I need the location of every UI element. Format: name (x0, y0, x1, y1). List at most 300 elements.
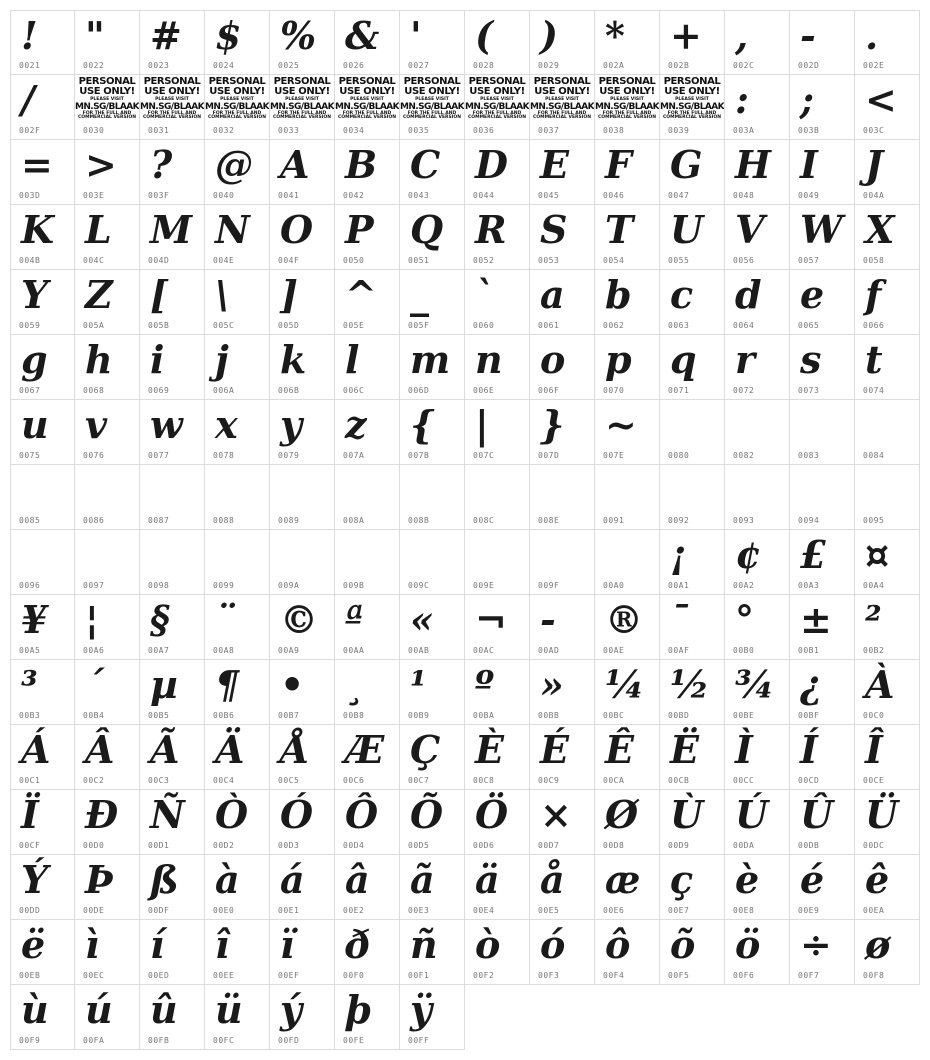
glyph-code: 00E4 (473, 906, 495, 915)
glyph-char: Ê (605, 727, 634, 772)
glyph-cell (790, 660, 855, 725)
glyph-char: É (540, 727, 569, 772)
glyph-char: Ü (865, 792, 899, 837)
notice-line: COMMERCIAL VERSION (272, 115, 332, 120)
glyph-code: 00D2 (213, 841, 235, 850)
glyph-code: 0034 (343, 126, 365, 135)
glyph-cell (335, 335, 400, 400)
glyph-code: 00B4 (83, 711, 105, 720)
glyph-code: 00A5 (19, 646, 41, 655)
glyph-char: © (280, 597, 318, 642)
glyph-char: ° (735, 597, 754, 642)
glyph-cell (660, 400, 725, 465)
glyph-char: « (410, 597, 434, 642)
glyph-code: 00DB (798, 841, 820, 850)
glyph-char: ¤ (865, 532, 890, 577)
glyph-cell (335, 270, 400, 335)
glyph-cell (595, 140, 660, 205)
notice-line: FOR THE FULL AND (212, 110, 262, 116)
glyph-cell (75, 985, 140, 1050)
glyph-cell (595, 595, 660, 660)
glyph-cell (790, 920, 855, 985)
glyph-char: Û (800, 792, 834, 837)
glyph-char: Đ (85, 792, 119, 837)
glyph-cell (855, 400, 920, 465)
glyph-code: 0072 (733, 386, 755, 395)
glyph-cell (270, 725, 335, 790)
glyph-char: t (865, 337, 883, 382)
glyph-cell (75, 400, 140, 465)
glyph-cell (10, 920, 75, 985)
notice-line: MN.SG/BLAAK (205, 101, 269, 112)
glyph-char: Ö (475, 792, 509, 837)
glyph-char: ß (150, 857, 179, 902)
glyph-code: 00B9 (408, 711, 430, 720)
glyph-code: 00CB (668, 776, 690, 785)
glyph-cell (205, 790, 270, 855)
glyph-code: 0057 (798, 256, 820, 265)
glyph-cell (10, 140, 75, 205)
personal-use-notice (467, 77, 527, 121)
glyph-cell (270, 920, 335, 985)
glyph-cell (75, 465, 140, 530)
glyph-code: 0026 (343, 61, 365, 70)
glyph-cell (790, 10, 855, 75)
glyph-cell (270, 140, 335, 205)
glyph-code: 00F4 (603, 971, 625, 980)
glyph-char: r (735, 337, 756, 382)
glyph-cell (400, 530, 465, 595)
glyph-code: 0024 (213, 61, 235, 70)
glyph-char: í (150, 922, 165, 967)
glyph-code: 0063 (668, 321, 690, 330)
glyph-char: Á (21, 727, 51, 772)
glyph-code: 009F (538, 581, 560, 590)
glyph-cell (140, 985, 205, 1050)
glyph-code: 0021 (19, 61, 41, 70)
glyph-code: 0099 (213, 581, 235, 590)
notice-line: USE ONLY! (339, 86, 395, 97)
glyph-cell (855, 790, 920, 855)
glyph-code: 0047 (668, 191, 690, 200)
glyph-code: 009E (473, 581, 495, 590)
glyph-cell (595, 725, 660, 790)
glyph-cell (205, 595, 270, 660)
glyph-cell (530, 205, 595, 270)
glyph-cell (530, 140, 595, 205)
glyph-char: á (280, 857, 305, 902)
glyph-code: 0056 (733, 256, 755, 265)
glyph-char: Ô (345, 792, 379, 837)
glyph-code: 00EF (278, 971, 300, 980)
glyph-code: 00FA (83, 1036, 105, 1045)
glyph-cell (205, 985, 270, 1050)
notice-line: MN.SG/BLAAK (270, 101, 334, 112)
glyph-cell (205, 10, 270, 75)
glyph-code: 0032 (213, 126, 235, 135)
glyph-cell (790, 855, 855, 920)
glyph-code: 0046 (603, 191, 625, 200)
glyph-cell (725, 595, 790, 660)
notice-line: COMMERCIAL VERSION (142, 115, 202, 120)
glyph-cell (75, 10, 140, 75)
glyph-cell (660, 595, 725, 660)
glyph-char: Ç (410, 727, 441, 772)
glyph-char: ô (605, 922, 631, 967)
notice-line: MN.SG/BLAAK (140, 101, 204, 112)
glyph-cell (10, 335, 75, 400)
glyph-cell (660, 530, 725, 595)
glyph-cell (400, 660, 465, 725)
notice-line: USE ONLY! (404, 86, 460, 97)
glyph-code: 0050 (343, 256, 365, 265)
notice-line: USE ONLY! (664, 86, 720, 97)
notice-line: MN.SG/BLAAK (660, 101, 724, 112)
glyph-cell (335, 660, 400, 725)
glyph-code: 00EB (19, 971, 41, 980)
glyph-char: i (150, 337, 165, 382)
glyph-cell (335, 920, 400, 985)
glyph-cell (465, 725, 530, 790)
glyph-code: 0075 (19, 451, 41, 460)
glyph-cell (530, 855, 595, 920)
glyph-char: B (345, 142, 378, 187)
glyph-code: 005B (148, 321, 170, 330)
glyph-code: 009C (408, 581, 430, 590)
glyph-cell (465, 920, 530, 985)
glyph-char: Ã (150, 727, 180, 772)
glyph-char: w (150, 402, 183, 447)
glyph-cell (725, 400, 790, 465)
glyph-char: N (215, 207, 250, 252)
glyph-cell (595, 660, 660, 725)
glyph-cell (75, 530, 140, 595)
glyph-code: 0082 (733, 451, 755, 460)
glyph-cell (400, 725, 465, 790)
glyph-cell (530, 660, 595, 725)
glyph-code: 00C0 (863, 711, 885, 720)
glyph-code: 00FB (148, 1036, 170, 1045)
glyph-char: b (605, 272, 632, 317)
glyph-code: 0089 (278, 516, 300, 525)
glyph-code: 0061 (538, 321, 560, 330)
glyph-char: ø (865, 922, 891, 967)
glyph-cell (205, 465, 270, 530)
personal-use-notice (142, 77, 202, 121)
glyph-char: ; (800, 77, 815, 122)
glyph-char: Ó (280, 792, 314, 837)
notice-line: MN.SG/BLAAK (335, 101, 399, 112)
glyph-char: q (670, 337, 697, 382)
glyph-code: 005C (213, 321, 235, 330)
glyph-cell (660, 725, 725, 790)
glyph-code: 00B1 (798, 646, 820, 655)
glyph-code: 00D8 (603, 841, 625, 850)
glyph-cell (10, 790, 75, 855)
notice-line: FOR THE FULL AND (277, 110, 327, 116)
glyph-char: ! (21, 13, 38, 58)
glyph-code: 0077 (148, 451, 170, 460)
notice-line: PERSONAL (273, 76, 331, 87)
glyph-cell (205, 335, 270, 400)
glyph-char: o (540, 337, 566, 382)
glyph-cell (855, 855, 920, 920)
glyph-code: 0067 (19, 386, 41, 395)
glyph-cell (725, 75, 790, 140)
notice-line: MN.SG/BLAAK (75, 101, 139, 112)
glyph-cell (10, 725, 75, 790)
glyph-code: 00FD (278, 1036, 300, 1045)
glyph-code: 00A3 (798, 581, 820, 590)
glyph-cell (75, 270, 140, 335)
glyph-code: 0043 (408, 191, 430, 200)
glyph-char: p (605, 337, 632, 382)
glyph-code: 007E (603, 451, 625, 460)
glyph-cell (140, 75, 205, 140)
glyph-cell (335, 790, 400, 855)
glyph-cell (855, 595, 920, 660)
glyph-code: 00AD (538, 646, 560, 655)
glyph-code: 00CD (798, 776, 820, 785)
glyph-cell (660, 140, 725, 205)
glyph-char: @ (215, 142, 253, 187)
glyph-char: È (475, 727, 504, 772)
glyph-code: 0066 (863, 321, 885, 330)
glyph-char: a (540, 272, 565, 317)
glyph-code: 00BD (668, 711, 690, 720)
glyph-cell (595, 270, 660, 335)
glyph-cell (270, 75, 335, 140)
glyph-code: 0070 (603, 386, 625, 395)
glyph-code: 0033 (278, 126, 300, 135)
glyph-code: 00C7 (408, 776, 430, 785)
glyph-cell (75, 140, 140, 205)
glyph-code: 00BF (798, 711, 820, 720)
glyph-cell (75, 335, 140, 400)
glyph-code: 0040 (213, 191, 235, 200)
notice-line: USE ONLY! (534, 86, 590, 97)
glyph-char: % (280, 13, 317, 58)
glyph-cell (855, 270, 920, 335)
notice-line: COMMERCIAL VERSION (77, 115, 137, 120)
glyph-cell (140, 725, 205, 790)
glyph-char: ¶ (215, 662, 240, 707)
glyph-cell (205, 400, 270, 465)
glyph-char: ñ (410, 922, 438, 967)
notice-line: PLEASE VISIT (545, 97, 579, 102)
glyph-char: ² (865, 597, 882, 642)
glyph-cell (270, 985, 335, 1050)
glyph-char: û (150, 987, 178, 1032)
glyph-code: 00A2 (733, 581, 755, 590)
glyph-cell (790, 595, 855, 660)
glyph-code: 00D1 (148, 841, 170, 850)
glyph-char: » (540, 662, 564, 707)
glyph-cell (595, 205, 660, 270)
glyph-code: 00F2 (473, 971, 495, 980)
glyph-cell (140, 400, 205, 465)
glyph-code: 0068 (83, 386, 105, 395)
glyph-char: x (215, 402, 238, 447)
glyph-char: U (670, 207, 704, 252)
glyph-code: 0053 (538, 256, 560, 265)
glyph-code: 002A (603, 61, 625, 70)
glyph-char: é (800, 857, 825, 902)
glyph-cell (530, 75, 595, 140)
glyph-cell (595, 335, 660, 400)
glyph-cell (10, 75, 75, 140)
notice-line: MN.SG/BLAAK (400, 101, 464, 112)
glyph-cell (465, 10, 530, 75)
glyph-cell (660, 205, 725, 270)
glyph-cell (660, 660, 725, 725)
glyph-char: ® (605, 597, 643, 642)
glyph-code: 00BE (733, 711, 755, 720)
glyph-cell (205, 530, 270, 595)
notice-line: PERSONAL (533, 76, 591, 87)
glyph-code: 0060 (473, 321, 495, 330)
glyph-char: £ (800, 532, 827, 577)
glyph-code: 0085 (19, 516, 41, 525)
glyph-code: 0098 (148, 581, 170, 590)
glyph-cell (660, 10, 725, 75)
glyph-cell (530, 530, 595, 595)
glyph-char: : (735, 77, 750, 122)
glyph-code: 008C (473, 516, 495, 525)
glyph-char: Ù (670, 792, 704, 837)
glyph-code: 0069 (148, 386, 170, 395)
glyph-char: Ë (670, 727, 699, 772)
glyph-code: 00C4 (213, 776, 235, 785)
glyph-code: 004C (83, 256, 105, 265)
glyph-cell (270, 465, 335, 530)
glyph-cell (855, 335, 920, 400)
glyph-cell (140, 270, 205, 335)
glyph-char: L (85, 207, 112, 252)
glyph-cell (75, 660, 140, 725)
glyph-code: 005D (278, 321, 300, 330)
glyph-code: 0038 (603, 126, 625, 135)
glyph-code: 00C1 (19, 776, 41, 785)
glyph-cell (75, 725, 140, 790)
glyph-code: 006D (408, 386, 430, 395)
glyph-cell (140, 465, 205, 530)
notice-line: PERSONAL (208, 76, 266, 87)
glyph-char: - (800, 13, 816, 58)
glyph-code: 00D7 (538, 841, 560, 850)
glyph-code: 007D (538, 451, 560, 460)
glyph-code: 004B (19, 256, 41, 265)
glyph-code: 00F3 (538, 971, 560, 980)
glyph-char: E (540, 142, 569, 187)
glyph-cell (660, 465, 725, 530)
glyph-char: F (605, 142, 632, 187)
notice-line: PERSONAL (663, 76, 721, 87)
glyph-cell (10, 595, 75, 660)
glyph-cell (400, 790, 465, 855)
glyph-code: 00E8 (733, 906, 755, 915)
glyph-cell (725, 270, 790, 335)
glyph-cell (400, 335, 465, 400)
glyph-cell (725, 530, 790, 595)
glyph-cell (270, 335, 335, 400)
notice-line: MN.SG/BLAAK (595, 101, 659, 112)
glyph-char: Æ (345, 727, 385, 772)
glyph-code: 00AC (473, 646, 495, 655)
glyph-cell (205, 75, 270, 140)
glyph-char: K (21, 207, 55, 252)
glyph-code: 0041 (278, 191, 300, 200)
notice-line: MN.SG/BLAAK (465, 101, 529, 112)
glyph-code: 002F (19, 126, 41, 135)
glyph-code: 005A (83, 321, 105, 330)
glyph-cell (725, 855, 790, 920)
glyph-char: ¥ (21, 597, 48, 642)
glyph-code: 00F1 (408, 971, 430, 980)
glyph-code: 0086 (83, 516, 105, 525)
glyph-code: 00AF (668, 646, 690, 655)
glyph-code: 00AE (603, 646, 625, 655)
glyph-code: 00BA (473, 711, 495, 720)
notice-line: USE ONLY! (144, 86, 200, 97)
glyph-cell (790, 75, 855, 140)
glyph-code: 00C3 (148, 776, 170, 785)
glyph-char: - (540, 597, 556, 642)
glyph-cell (140, 660, 205, 725)
glyph-char: à (215, 857, 240, 902)
glyph-cell (140, 10, 205, 75)
glyph-grid (10, 10, 920, 1050)
notice-line: PERSONAL (598, 76, 656, 87)
glyph-code: 0037 (538, 126, 560, 135)
notice-line: FOR THE FULL AND (342, 110, 392, 116)
glyph-cell (530, 920, 595, 985)
glyph-char: ì (85, 922, 100, 967)
glyph-char: ä (475, 857, 500, 902)
glyph-cell (270, 855, 335, 920)
glyph-code: 00AA (343, 646, 365, 655)
glyph-code: 008B (408, 516, 430, 525)
glyph-cell (660, 270, 725, 335)
glyph-char: Z (85, 272, 113, 317)
glyph-code: 008E (538, 516, 560, 525)
glyph-cell (10, 10, 75, 75)
glyph-code: 00A9 (278, 646, 300, 655)
glyph-code: 0071 (668, 386, 690, 395)
glyph-cell (270, 10, 335, 75)
glyph-code: 0084 (863, 451, 885, 460)
glyph-char: ó (540, 922, 566, 967)
glyph-code: 00D5 (408, 841, 430, 850)
glyph-cell (530, 595, 595, 660)
glyph-code: 00E0 (213, 906, 235, 915)
glyph-cell (400, 10, 465, 75)
glyph-char: ^ (345, 272, 377, 317)
glyph-code: 004A (863, 191, 885, 200)
glyph-code: 0029 (538, 61, 560, 70)
glyph-cell (725, 660, 790, 725)
notice-line: COMMERCIAL VERSION (662, 115, 722, 120)
glyph-char: [ (150, 272, 168, 317)
notice-line: USE ONLY! (209, 86, 265, 97)
glyph-code: 00BC (603, 711, 625, 720)
notice-line: PLEASE VISIT (350, 97, 384, 102)
glyph-code: 004E (213, 256, 235, 265)
glyph-code: 0049 (798, 191, 820, 200)
glyph-code: 0064 (733, 321, 755, 330)
glyph-code: 0091 (603, 516, 625, 525)
glyph-cell (400, 205, 465, 270)
